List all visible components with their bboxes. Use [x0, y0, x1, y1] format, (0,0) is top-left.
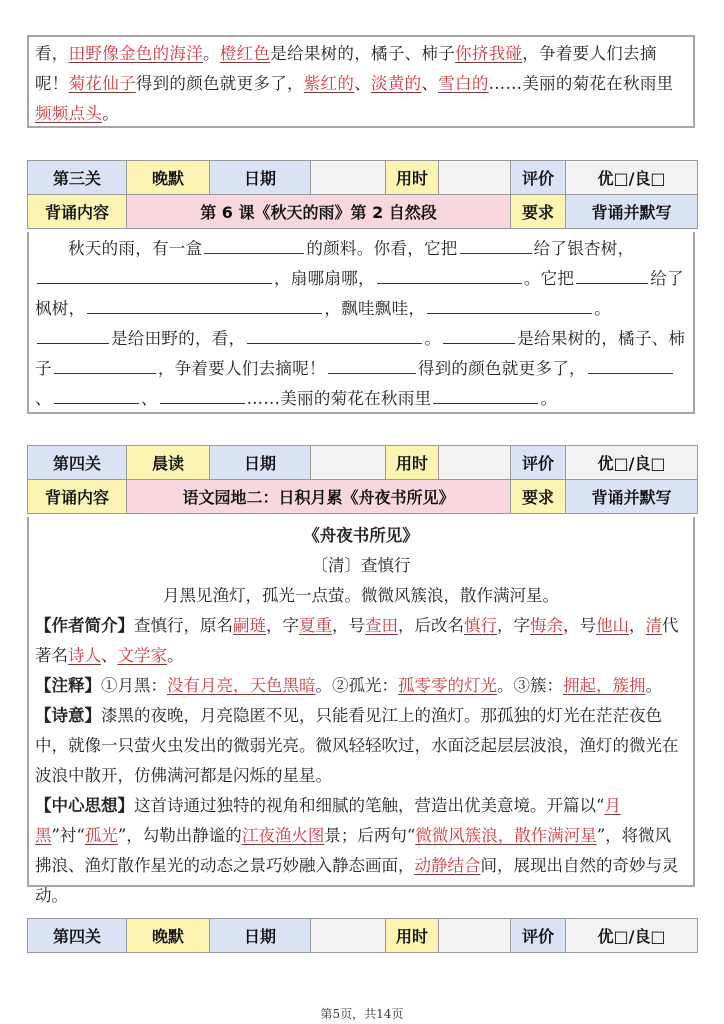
eval-checkboxes[interactable]: 优□/良□ [566, 919, 698, 953]
text-run: ，飘哇飘哇， [324, 299, 426, 318]
requirement-label: 要求 [511, 195, 566, 229]
poem-author: 〔清〕查慎行 [311, 556, 411, 575]
level4-evening-header-table [27, 918, 698, 953]
text-run: 。 [102, 104, 120, 123]
content-label: 背诵内容 [28, 480, 127, 514]
text-run: 、 [421, 74, 439, 93]
notes [35, 671, 687, 701]
text-run: 是给果树的，橘子、柿子 [35, 329, 686, 378]
requirement-label: 要求 [511, 480, 566, 514]
author-intro-tag: 【作者简介】 [35, 616, 134, 635]
text-run: 、 [101, 646, 118, 665]
blank-field[interactable] [433, 385, 538, 404]
theme [35, 791, 687, 911]
content-label: 背诵内容 [28, 195, 127, 229]
session-label: 晨读 [127, 446, 210, 480]
time-field[interactable] [439, 161, 511, 195]
blank-field[interactable] [247, 325, 422, 344]
level-label: 第三关 [28, 161, 127, 195]
answer-highlight: 拥起，簇拥 [563, 676, 646, 695]
text-run: 代著名 [35, 616, 679, 665]
blank-field[interactable] [443, 325, 515, 344]
answer-highlight: 悔余 [530, 616, 563, 635]
blank-field[interactable] [588, 355, 673, 374]
answer-highlight: 淡黄的 [371, 74, 422, 93]
level-label: 第四关 [28, 919, 127, 953]
text-run: ”，将微风拂浪、渔灯散作星光的动态之景巧妙融入静态画面， [35, 826, 672, 875]
meaning-tag: 【诗意】 [35, 706, 101, 725]
level3-header-table [27, 160, 698, 229]
eval-label: 评价 [511, 446, 566, 480]
text-run: ”，勾勒出静谧的 [117, 826, 242, 845]
answer-highlight: 橙红色 [219, 44, 271, 63]
passage-continuation-box [27, 35, 695, 128]
text-run: 。 [203, 44, 220, 63]
text-run: 。 [540, 389, 558, 408]
blank-field[interactable] [427, 295, 592, 314]
time-field[interactable] [439, 919, 511, 953]
blank-field[interactable] [37, 265, 272, 284]
text-run: 、 [140, 389, 158, 408]
text-run: 。 [594, 299, 612, 318]
blank-field[interactable] [37, 325, 109, 344]
notes-tag: 【注释】 [35, 676, 101, 695]
recite-content-text: 第 6 课《秋天的雨》第 2 自然段 [200, 203, 437, 222]
text-run: 。 [167, 646, 184, 665]
blank-field[interactable] [54, 355, 156, 374]
answer-highlight: 频频点头 [35, 104, 103, 123]
text-run: ，后改名 [398, 616, 464, 635]
time-label: 用时 [386, 446, 439, 480]
answer-highlight: 文学家 [117, 646, 167, 665]
time-field[interactable] [439, 446, 511, 480]
text-run: ……美丽的菊花在秋雨里 [246, 389, 432, 408]
answer-highlight: 他山 [596, 616, 629, 635]
text-run: 秋天的雨，有一盒 [68, 239, 203, 258]
recite-content: 语文园地二：日积月累《舟夜书所见》 [127, 480, 511, 514]
answer-highlight: 清 [645, 616, 662, 635]
text-run: ，号 [332, 616, 365, 635]
text-run: 给了银杏树， [533, 239, 635, 258]
text-run: 这首诗通过独特的视角和细腻的笔触，营造出优美意境。开篇以“ [134, 796, 605, 815]
answer-highlight: 诗人 [68, 646, 101, 665]
date-field[interactable] [311, 446, 386, 480]
blank-field[interactable] [160, 385, 245, 404]
answer-highlight: 孤零零的灯光 [398, 676, 497, 695]
poem-lines: 月黑见渔灯，孤光一点萤。微微风簇浪，散作满河星。 [163, 586, 559, 605]
blank-field[interactable] [87, 295, 322, 314]
answer-highlight: 夏重 [299, 616, 332, 635]
text-run: 得到的颜色就更多了， [135, 74, 304, 93]
date-label: 日期 [210, 919, 311, 953]
text-run: 。 [424, 329, 442, 348]
poem-title: 《舟夜书所见》 [303, 526, 419, 545]
answer-highlight: 慎行 [464, 616, 497, 635]
meaning [35, 701, 687, 791]
answer-highlight: 江夜渔火图 [241, 826, 325, 845]
text-run: 、 [35, 389, 52, 408]
blank-field[interactable] [54, 385, 139, 404]
fill-in-passage [29, 232, 693, 414]
text-run: ，号 [563, 616, 596, 635]
blank-field[interactable] [460, 235, 532, 254]
answer-highlight: 菊花仙子 [68, 74, 136, 93]
text-run: 景；后两句“ [324, 826, 416, 845]
blank-field[interactable] [377, 265, 522, 284]
text-run: 间，展现出自然的奇妙与灵动。 [35, 856, 679, 905]
answer-highlight: 嗣琏 [233, 616, 266, 635]
theme-tag: 【中心思想】 [35, 796, 134, 815]
answer-highlight: 查田 [365, 616, 398, 635]
text-run: ”衬“ [51, 826, 85, 845]
eval-label: 评价 [511, 161, 566, 195]
date-label: 日期 [210, 161, 311, 195]
date-field[interactable] [311, 161, 386, 195]
date-label: 日期 [210, 446, 311, 480]
session-label: 晚默 [127, 919, 210, 953]
eval-checkboxes[interactable]: 优□/良□ [566, 161, 698, 195]
level4-morning-header-table [27, 445, 698, 514]
poem-box [27, 517, 695, 905]
blank-field[interactable] [204, 235, 304, 254]
level3-fill-in-box [27, 232, 695, 414]
page-number: 第5页，共14页 [320, 1007, 404, 1021]
text-run: 。③簇： [497, 676, 563, 695]
text-run: ， [629, 616, 646, 635]
recite-content [127, 195, 511, 229]
text-run: 是给田野的，看， [111, 329, 246, 348]
text-run: 。②孤光： [315, 676, 398, 695]
requirement-value: 背诵并默写 [566, 480, 698, 514]
answer-highlight: 孤光 [84, 826, 118, 845]
text-run: ，争着要人们去摘呢！ [35, 44, 657, 93]
blank-field[interactable] [328, 355, 416, 374]
text-run: ，字 [266, 616, 299, 635]
time-label: 用时 [386, 919, 439, 953]
text-run: 看， [35, 44, 69, 63]
text-run: 是给果树的，橘子、柿子 [270, 44, 456, 63]
text-run: 查慎行，原名 [134, 616, 233, 635]
answer-highlight: 月黑 [35, 796, 621, 845]
answer-highlight: 你挤我碰 [455, 44, 523, 63]
notes-text [101, 676, 662, 695]
requirement-value: 背诵并默写 [566, 195, 698, 229]
meaning-text: 漆黑的夜晚，月亮隐匿不见，只能看见江上的渔灯。那孤独的灯光在茫茫夜色中，就像一只萤火虫发出的微弱光亮。微风轻轻吹过，水面泛起层层波浪，渔灯的微光在波浪中散开，仿佛满河都是闪烁的星星。 [35, 706, 679, 785]
text-run: ，争着要人们去摘呢！ [157, 359, 326, 378]
text-run: ……美丽的菊花在秋雨里 [488, 74, 674, 93]
text-run: 、 [354, 74, 372, 93]
text-run: 的颜料。你看，它把 [306, 239, 458, 258]
level-label: 第四关 [28, 446, 127, 480]
answer-highlight: 微微风簇浪，散作满河星 [415, 826, 597, 845]
text-run: ，扇哪扇哪， [274, 269, 375, 288]
eval-label: 评价 [511, 919, 566, 953]
author-intro [35, 611, 687, 671]
time-label: 用时 [386, 161, 439, 195]
answer-highlight: 动静结合 [414, 856, 481, 875]
answer-highlight: 紫红的 [303, 74, 355, 93]
passage-text [29, 37, 693, 129]
session-label: 晚默 [127, 161, 210, 195]
text-run: 。 [645, 676, 662, 695]
eval-checkboxes[interactable]: 优□/良□ [566, 446, 698, 480]
answer-highlight: 雪白的 [438, 74, 489, 93]
text-run: 。它把 [523, 269, 575, 288]
date-field[interactable] [311, 919, 386, 953]
answer-highlight: 田野像金色的海洋 [68, 44, 204, 63]
text-run: ，字 [497, 616, 530, 635]
answer-highlight: 没有月亮，天色黑暗 [167, 676, 316, 695]
text-run: 得到的颜色就更多了， [417, 359, 586, 378]
text-run: ①月黑： [101, 676, 167, 695]
blank-field[interactable] [576, 265, 648, 284]
text-run: 给了枫树， [35, 269, 684, 318]
